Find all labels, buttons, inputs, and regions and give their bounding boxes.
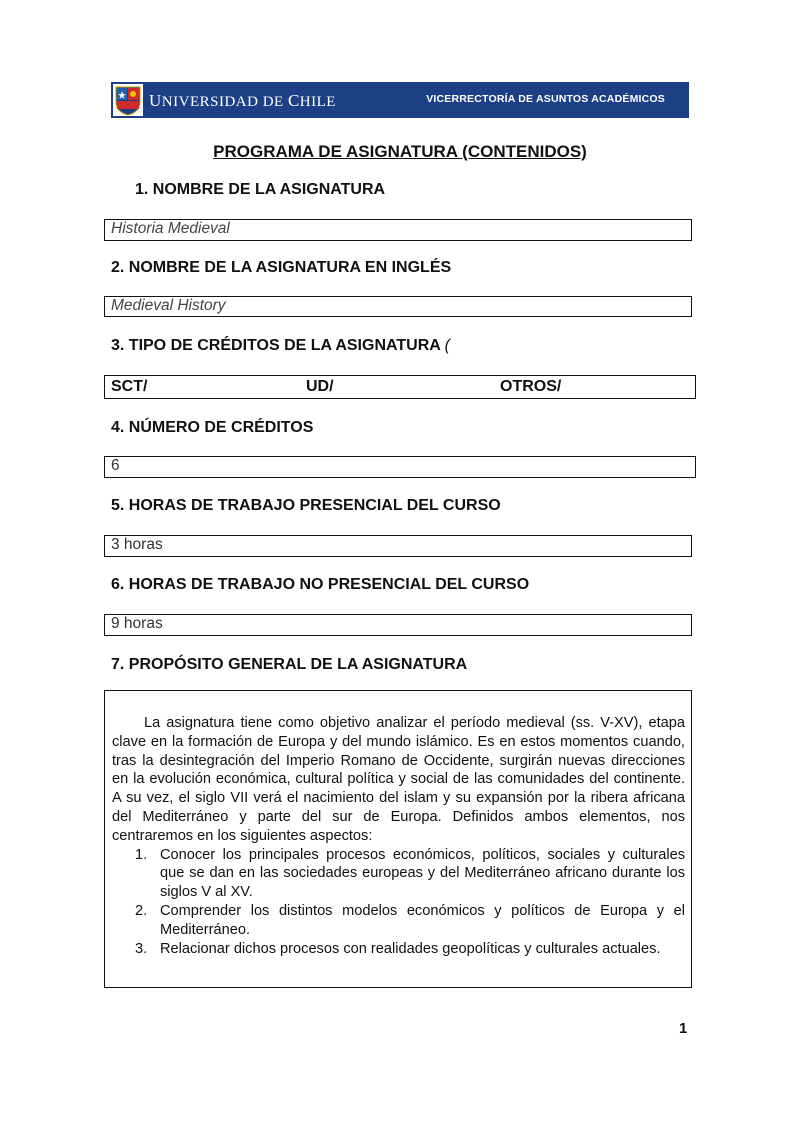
objective-item: 1. Conocer los principales procesos económicos, políticos, sociales y culturales que se dan en las sociedades europeas y del Mediterráneo africano durante los siglos V al XV. [135, 846, 685, 901]
objective-item: 3. Relacionar dichos procesos con realidades geopolíticas y culturales actuales. [135, 940, 661, 957]
course-name-field: Historia Medieval [104, 219, 692, 241]
header-banner [111, 82, 689, 118]
document-title: PROGRAMA DE ASIGNATURA (CONTENIDOS) [213, 142, 587, 161]
section-6-heading: 6. HORAS DE TRABAJO NO PRESENCIAL DEL CURSO [111, 576, 530, 593]
section-2-heading: 2. NOMBRE DE LA ASIGNATURA EN INGLÉS [111, 259, 452, 276]
remote-hours-field: 9 horas [104, 614, 692, 636]
credit-types-row [104, 375, 696, 399]
page-number: 1 [679, 1020, 688, 1037]
purpose-box [104, 690, 692, 988]
section-5-heading: 5. HORAS DE TRABAJO PRESENCIAL DEL CURSO [111, 497, 501, 514]
section-1-heading: 1. NOMBRE DE LA ASIGNATURA [135, 181, 386, 198]
in-person-hours-field: 3 horas [104, 535, 692, 557]
section-7-heading: 7. PROPÓSITO GENERAL DE LA ASIGNATURA [111, 656, 468, 673]
purpose-content [112, 714, 685, 958]
objective-item: 2. Comprender los distintos modelos económicos y políticos de Europa y el Mediterráneo. [135, 902, 685, 938]
credit-type-sct: SCT/ [111, 378, 148, 395]
credit-type-ud: UD/ [306, 378, 334, 395]
purpose-paragraph: La asignatura tiene como objetivo analizar el período medieval (ss. V-XV), etapa clave en la formación de Europa y del mundo islámico. Es en estos momentos cuando, tras la desintegración del Imperio Romano de Occidente, surgirán nuevas direcciones en la evolución económica, cultural política y social de las comunidades del continente. A su vez, el siglo VII verá el nacimiento del islam y su expansión por la ribera africana del Mediterráneo y parte del sur de Europa. Definidos ambos elementos, nos centraremos en los siguientes aspectos: [112, 715, 685, 844]
course-name-english-field: Medieval History [104, 296, 692, 317]
credit-type-otros: OTROS/ [500, 378, 562, 395]
objectives-list [112, 846, 685, 959]
section-4-heading: 4. NÚMERO DE CRÉDITOS [111, 419, 314, 436]
university-emblem-icon [113, 84, 143, 116]
section-3-heading: 3. TIPO DE CRÉDITOS DE LA ASIGNATURA ( [111, 337, 450, 354]
university-name: UNIVERSIDAD DE CHILE [149, 91, 336, 110]
vicerrectoria-label: VICERRECTORÍA DE ASUNTOS ACADÉMICOS [426, 93, 665, 105]
credits-number-field: 6 [104, 456, 696, 478]
